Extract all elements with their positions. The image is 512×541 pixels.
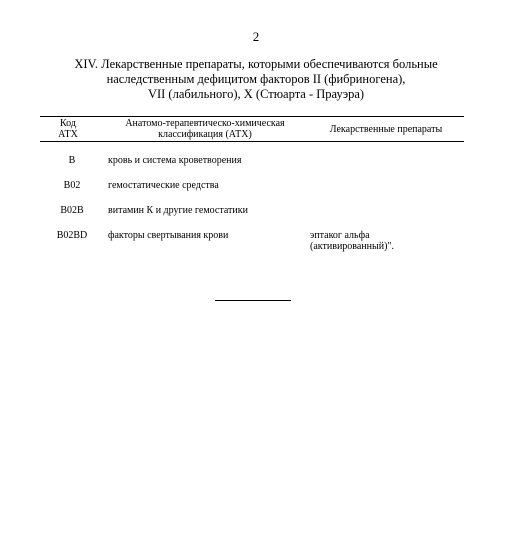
end-rule	[215, 300, 291, 301]
row-classification: гемостатические средства	[108, 180, 219, 191]
row-code: B	[68, 155, 76, 166]
row-drugs-line-2: (активированный)".	[310, 241, 395, 252]
row-classification: кровь и система кроветворения	[108, 155, 242, 166]
section-title	[40, 57, 472, 102]
header-classification-line-2: классификация (АТХ)	[158, 129, 252, 140]
header-classification-line-1: Анатомо-терапевтическо-химическая	[125, 118, 285, 129]
row-classification: факторы свертывания крови	[108, 230, 229, 241]
table-top-rule	[40, 116, 464, 117]
header-code	[44, 118, 92, 140]
title-line-3: VII (лабильного), X (Стюарта - Прауэра)	[147, 87, 365, 101]
row-classification: витамин К и другие гемостатики	[108, 205, 248, 216]
row-code: B02	[63, 180, 81, 191]
row-drugs-line-1: эптаког альфа	[310, 230, 370, 241]
page-number: 2	[252, 29, 260, 44]
header-code-line-1: Код	[60, 118, 76, 129]
header-code-line-2: АТХ	[58, 129, 78, 140]
row-code: B02B	[60, 205, 84, 216]
header-drugs: Лекарственные препараты	[329, 124, 443, 135]
title-line-2: наследственным дефицитом факторов II (фибриногена),	[106, 72, 406, 86]
table-header-rule	[40, 141, 464, 142]
row-drugs	[310, 230, 464, 252]
header-classification	[110, 118, 300, 140]
row-code: B02BD	[56, 230, 88, 241]
title-line-1: XIV. Лекарственные препараты, которыми обеспечиваются больные	[74, 57, 438, 71]
